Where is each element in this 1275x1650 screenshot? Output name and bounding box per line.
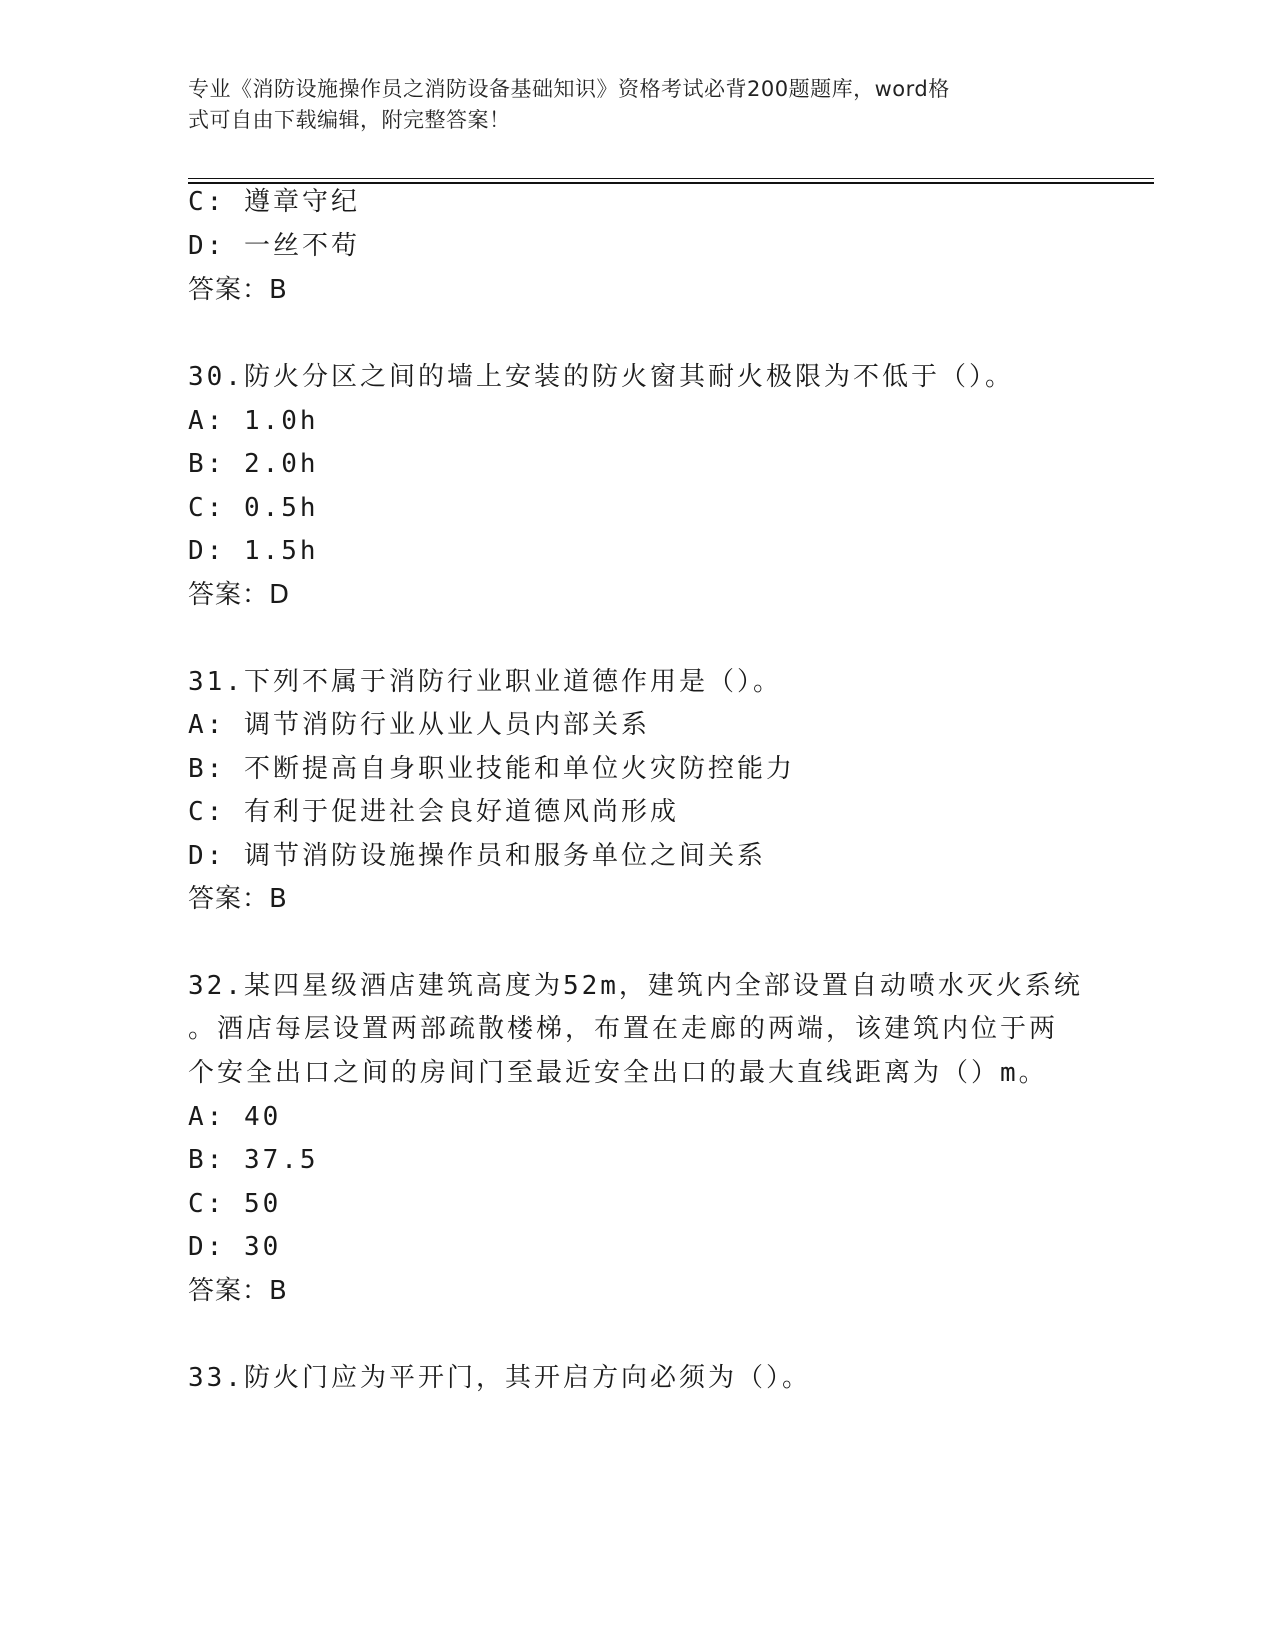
- q30-answer: 答案：D: [188, 580, 291, 610]
- q33-stem: 33.防火门应为平开门，其开启方向必须为（）。: [188, 1363, 811, 1393]
- q31-option-c: C: 有利于促进社会良好道德风尚形成: [188, 797, 679, 827]
- q30-stem: 30.防火分区之间的墙上安装的防火窗其耐火极限为不低于（）。: [188, 362, 1014, 392]
- q31-answer: 答案：B: [188, 884, 288, 914]
- header-divider-thin: [188, 178, 1154, 179]
- q30-option-d: D: 1.5h: [188, 536, 319, 566]
- q32-stem-line-1: 32.某四星级酒店建筑高度为52m，建筑内全部设置自动喷水灭火系统: [188, 971, 1083, 1001]
- header-divider-thick: [188, 182, 1154, 184]
- document-header: [188, 74, 1068, 136]
- q30-option-c: C: 0.5h: [188, 493, 319, 523]
- q32-stem-line-3: 个安全出口之间的房间门至最近安全出口的最大直线距离为（）m。: [188, 1058, 1048, 1088]
- q32-answer: 答案：B: [188, 1276, 288, 1306]
- q31-option-b: B: 不断提高自身职业技能和单位火灾防控能力: [188, 754, 795, 784]
- q31-stem: 31.下列不属于消防行业职业道德作用是（）。: [188, 667, 782, 697]
- q31-option-d: D: 调节消防设施操作员和服务单位之间关系: [188, 841, 766, 871]
- prev-option-d: D: 一丝不苟: [188, 231, 360, 261]
- q32-stem-line-2: 。酒店每层设置两部疏散楼梯，布置在走廊的两端，该建筑内位于两: [188, 1014, 1059, 1044]
- prev-option-c: C: 遵章守纪: [188, 187, 360, 217]
- q31-option-a: A: 调节消防行业从业人员内部关系: [188, 710, 650, 740]
- q30-option-b: B: 2.0h: [188, 449, 319, 479]
- header-line-1: 专业《消防设施操作员之消防设备基础知识》资格考试必背200题题库，word格: [188, 77, 950, 101]
- q32-option-c: C: 50: [188, 1189, 282, 1219]
- prev-answer: 答案：B: [188, 275, 288, 305]
- q32-option-a: A: 40: [188, 1102, 282, 1132]
- q32-option-b: B: 37.5: [188, 1145, 319, 1175]
- q32-option-d: D: 30: [188, 1232, 282, 1262]
- q30-option-a: A: 1.0h: [188, 406, 319, 436]
- header-line-2: 式可自由下载编辑，附完整答案！: [188, 108, 511, 132]
